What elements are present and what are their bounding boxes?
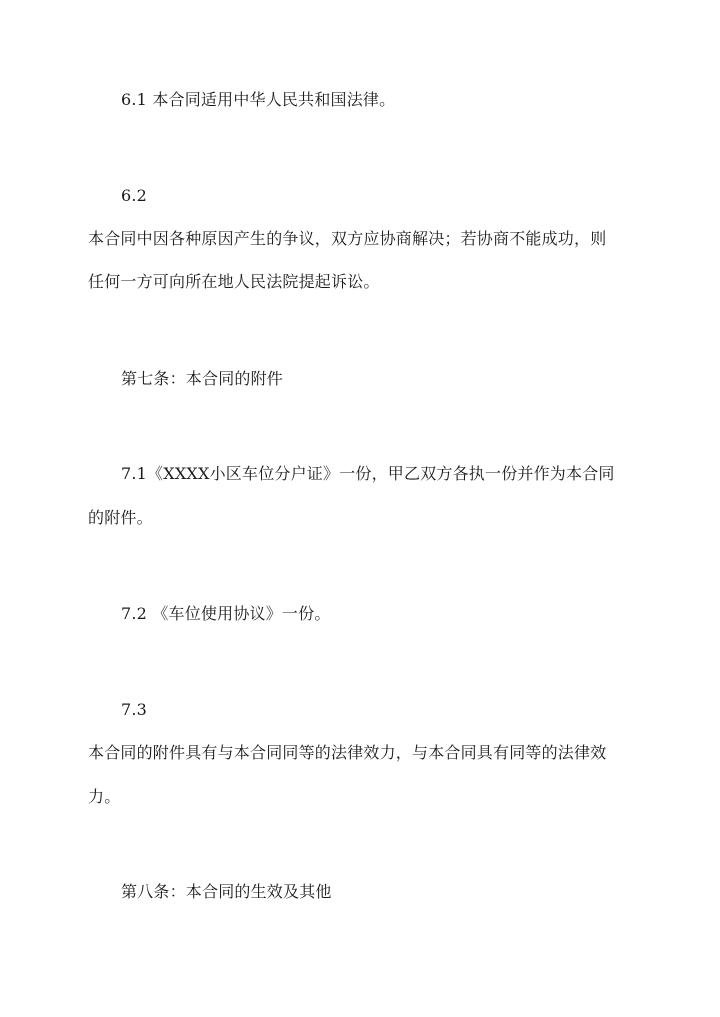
clause-7-3-number: 7.3 xyxy=(121,700,148,719)
article-8-heading: 第八条：本合同的生效及其他 xyxy=(121,882,332,901)
clause-7-2: 7.2 《车位使用协议》一份。 xyxy=(121,604,331,623)
clause-7-1-line-1: 7.1《XXXX小区车位分户证》一份，甲乙双方各执一份并作为本合同 xyxy=(121,464,615,483)
clause-7-3-line-1: 本合同的附件具有与本合同同等的法律效力，与本合同具有同等的法律效 xyxy=(88,743,607,762)
clause-6-2-line-2: 任何一方可向所在地人民法院提起诉讼。 xyxy=(88,272,380,291)
article-7-heading: 第七条：本合同的附件 xyxy=(121,369,284,388)
clause-6-2-number: 6.2 xyxy=(121,186,148,205)
clause-7-3-line-2: 力。 xyxy=(88,787,121,806)
clause-7-1-line-2: 的附件。 xyxy=(88,508,153,527)
clause-6-1: 6.1 本合同适用中华人民共和国法律。 xyxy=(121,90,396,109)
clause-6-2-line-1: 本合同中因各种原因产生的争议，双方应协商解决；若协商不能成功，则 xyxy=(88,229,607,248)
